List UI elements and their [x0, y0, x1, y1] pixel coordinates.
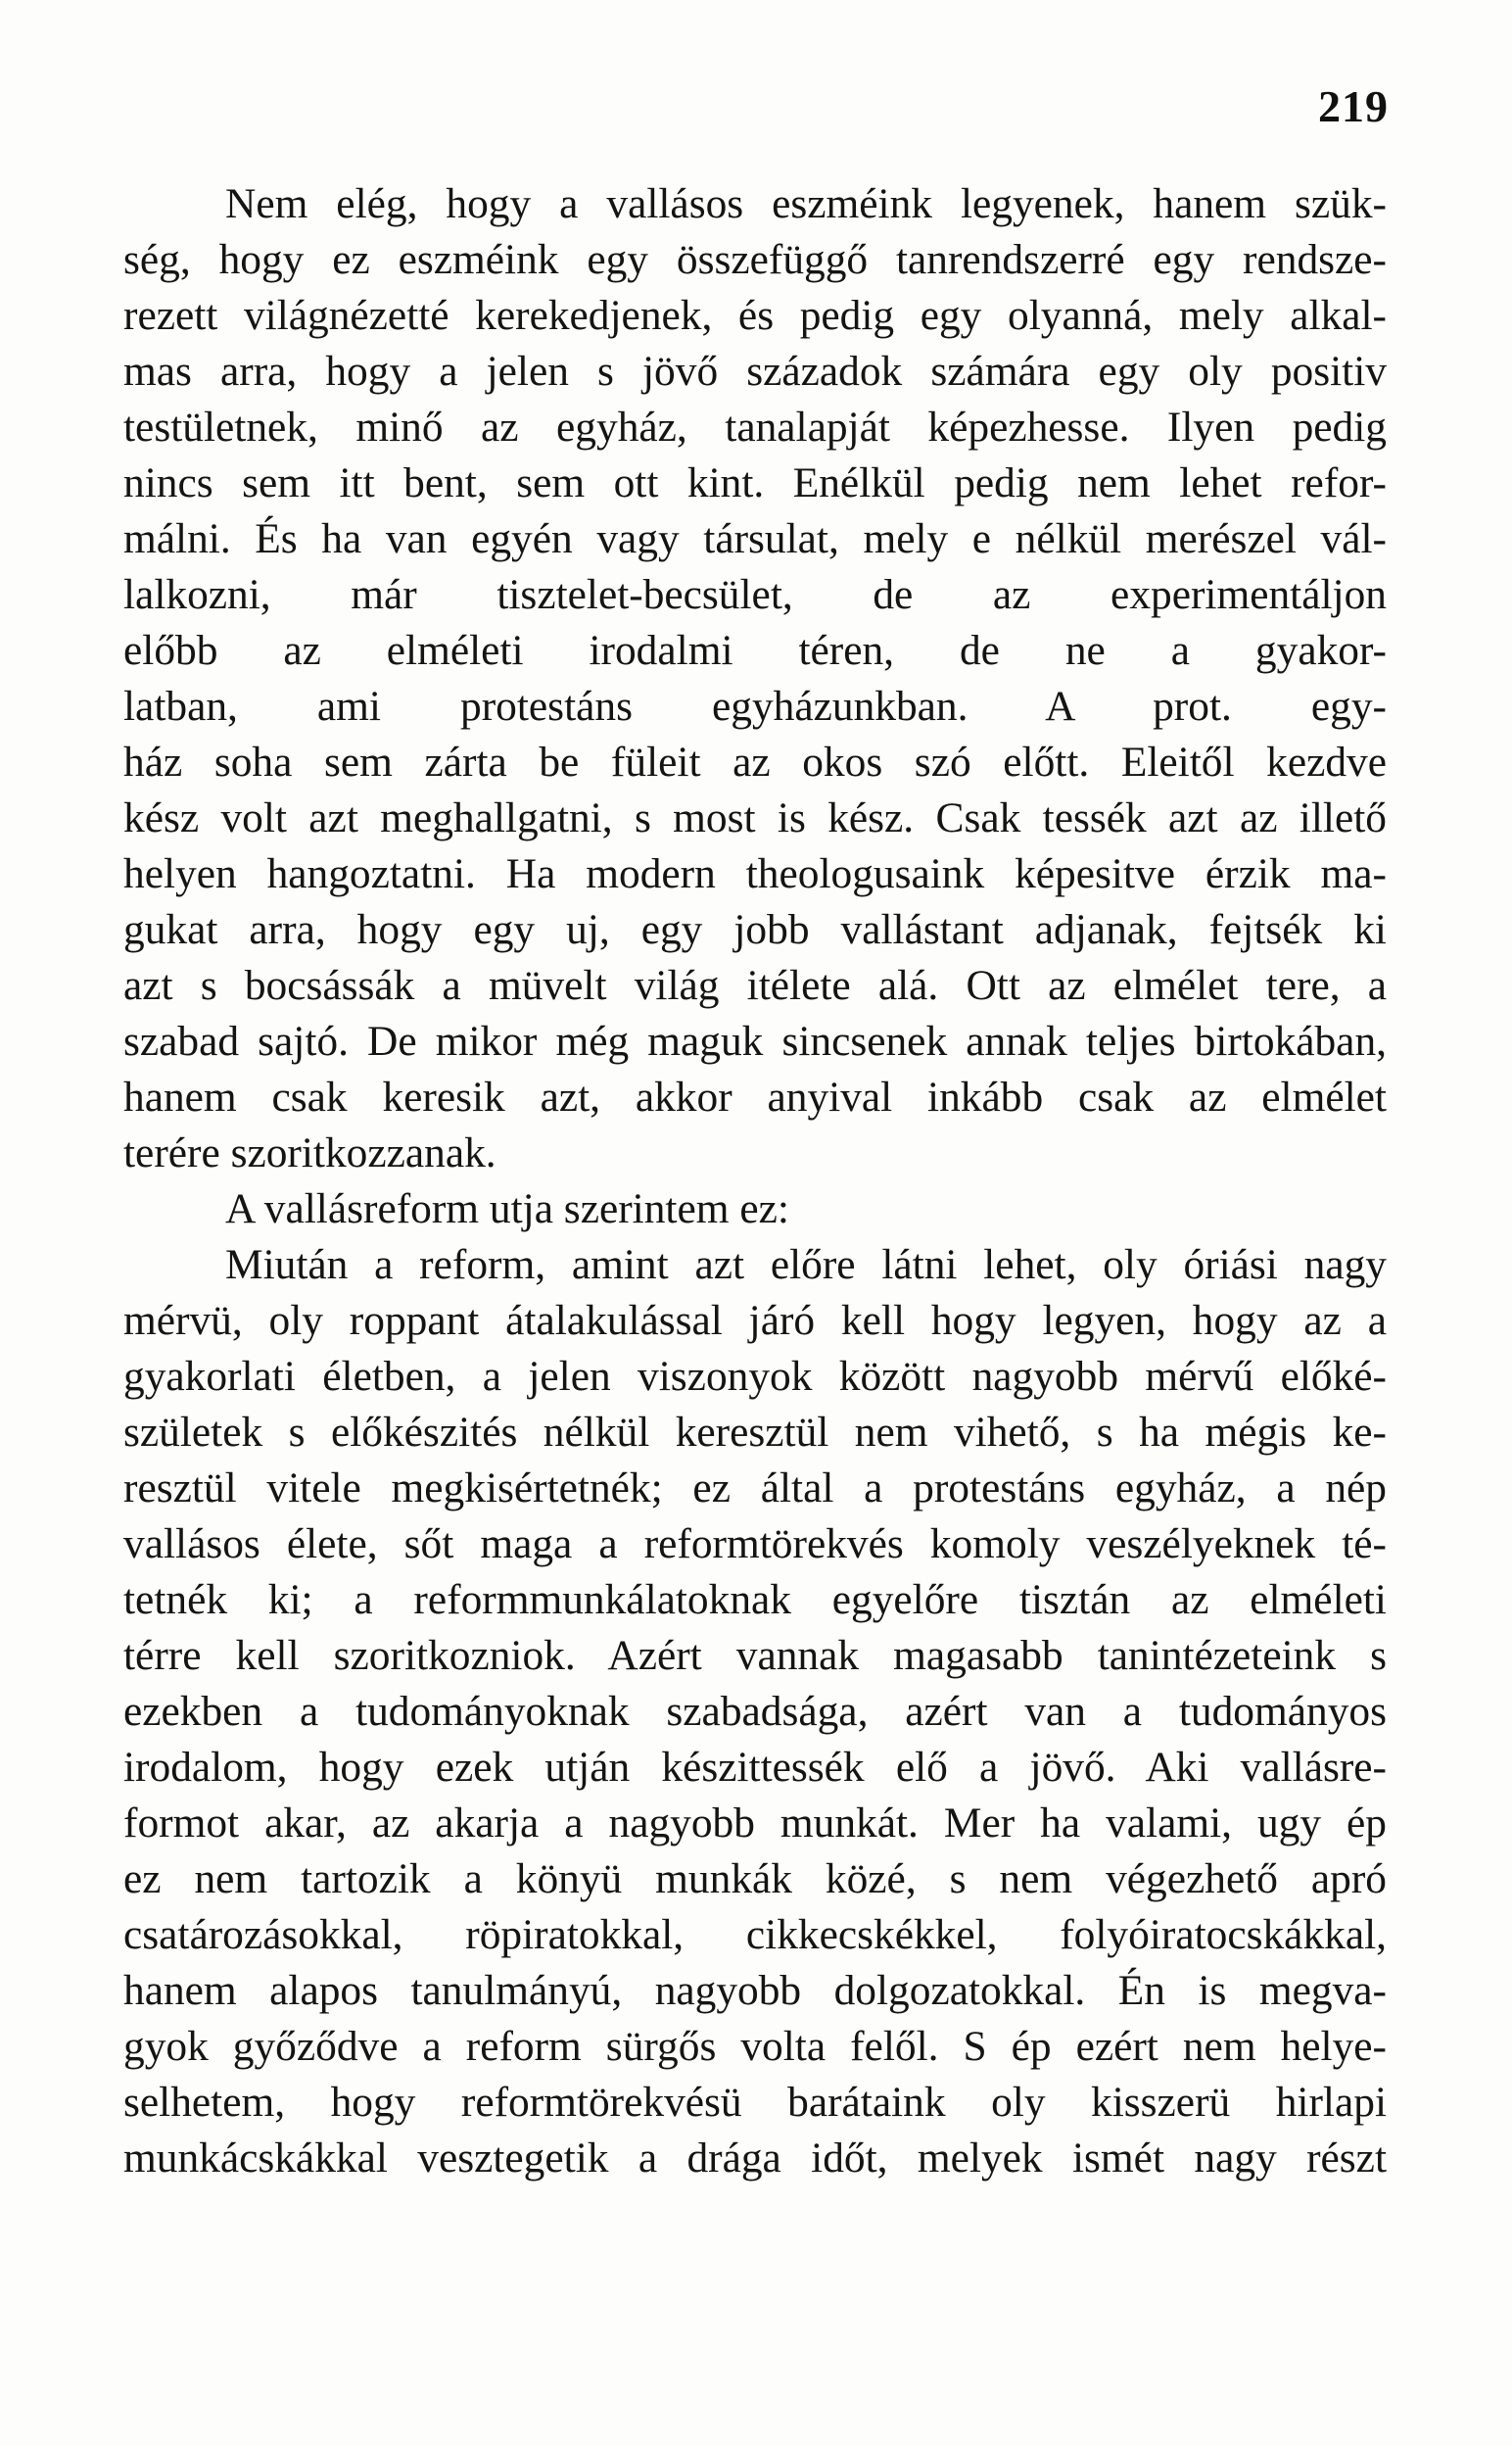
text-line: rezett világnézetté kerekedjenek, és pedig egy olyanná, mely alkal- [123, 292, 1387, 339]
body-text [123, 176, 1387, 2186]
text-line: csatározásokkal, röpiratokkal, cikkecskékkel, folyóiratocskákkal, [123, 1911, 1387, 1958]
text-line: térre kell szoritkozniok. Azért vannak magasabb tanintézeteink s [123, 1632, 1387, 1679]
text-line: málni. És ha van egyén vagy társulat, mely e nélkül merészel vál- [123, 515, 1387, 562]
text-line: születek s előkészités nélkül keresztül nem vihető, s ha mégis ke- [123, 1409, 1387, 1456]
text-line: szabad sajtó. De mikor még maguk sincsenek annak teljes birtokában, [123, 1018, 1387, 1065]
text-line: resztül vitele megkisértetnék; ez által a protestáns egyház, a nép [123, 1464, 1387, 1511]
text-line: kész volt azt meghallgatni, s most is kész. Csak tessék azt az illető [123, 794, 1387, 841]
text-line: gukat arra, hogy egy uj, egy jobb vallástant adjanak, fejtsék ki [123, 906, 1387, 953]
text-line: selhetem, hogy reformtörekvésü barátaink oly kisszerü hirlapi [123, 2079, 1387, 2126]
text-line: helyen hangoztatni. Ha modern theologusaink képesitve érzik ma- [123, 850, 1387, 897]
text-line: lalkozni, már tisztelet-becsület, de az experimentáljon [123, 571, 1387, 618]
text-line: vallásos élete, sőt maga a reformtörekvés komoly veszélyeknek té- [123, 1520, 1387, 1567]
text-line: azt s bocsássák a müvelt világ itélete alá. Ott az elmélet tere, a [123, 962, 1387, 1009]
text-line: terére szoritkozzanak. [123, 1129, 496, 1176]
text-line: gyakorlati életben, a jelen viszonyok között nagyobb mérvű előké- [123, 1353, 1387, 1400]
text-line: mas arra, hogy a jelen s jövő századok számára egy oly positiv [123, 348, 1387, 395]
text-line: ség, hogy ez eszméink egy összefüggő tanrendszerré egy rendsze- [123, 236, 1387, 283]
text-line: hanem alapos tanulmányú, nagyobb dolgozatokkal. Én is megva- [123, 1967, 1387, 2014]
text-line: hanem csak keresik azt, akkor anyival inkább csak az elmélet [123, 1074, 1387, 1121]
text-line: ez nem tartozik a könyü munkák közé, s nem végezhető apró [123, 1855, 1387, 1902]
text-line: nincs sem itt bent, sem ott kint. Enélkül pedig nem lehet refor- [123, 459, 1387, 506]
text-line: Miután a reform, amint azt előre látni lehet, oly óriási nagy [225, 1241, 1387, 1288]
text-line: Nem elég, hogy a vallásos eszméink legyenek, hanem szük- [225, 180, 1387, 227]
text-line: tetnék ki; a reformmunkálatoknak egyelőre tisztán az elméleti [123, 1576, 1387, 1623]
text-line: A vallásreform utja szerintem ez: [225, 1185, 789, 1232]
text-line: latban, ami protestáns egyházunkban. A prot. egy- [123, 683, 1387, 730]
text-line: formot akar, az akarja a nagyobb munkát. Mer ha valami, ugy ép [123, 1799, 1387, 1846]
text-line: ház soha sem zárta be füleit az okos szó előtt. Eleitől kezdve [123, 739, 1387, 786]
text-line: testületnek, minő az egyház, tanalapját képezhesse. Ilyen pedig [123, 404, 1387, 451]
text-line: előbb az elméleti irodalmi téren, de ne a gyakor- [123, 627, 1387, 674]
text-line: ezekben a tudományoknak szabadsága, azért van a tudományos [123, 1688, 1387, 1735]
text-line: mérvü, oly roppant átalakulással járó kell hogy legyen, hogy az a [123, 1297, 1387, 1344]
page-number: 219 [1318, 81, 1389, 131]
text-line: gyok győződve a reform sürgős volta felől. S ép ezért nem helye- [123, 2023, 1387, 2070]
text-line: irodalom, hogy ezek utján készittessék elő a jövő. Aki vallásre- [123, 1744, 1387, 1791]
text-line: munkácskákkal vesztegetik a drága időt, melyek ismét nagy részt [123, 2134, 1387, 2182]
